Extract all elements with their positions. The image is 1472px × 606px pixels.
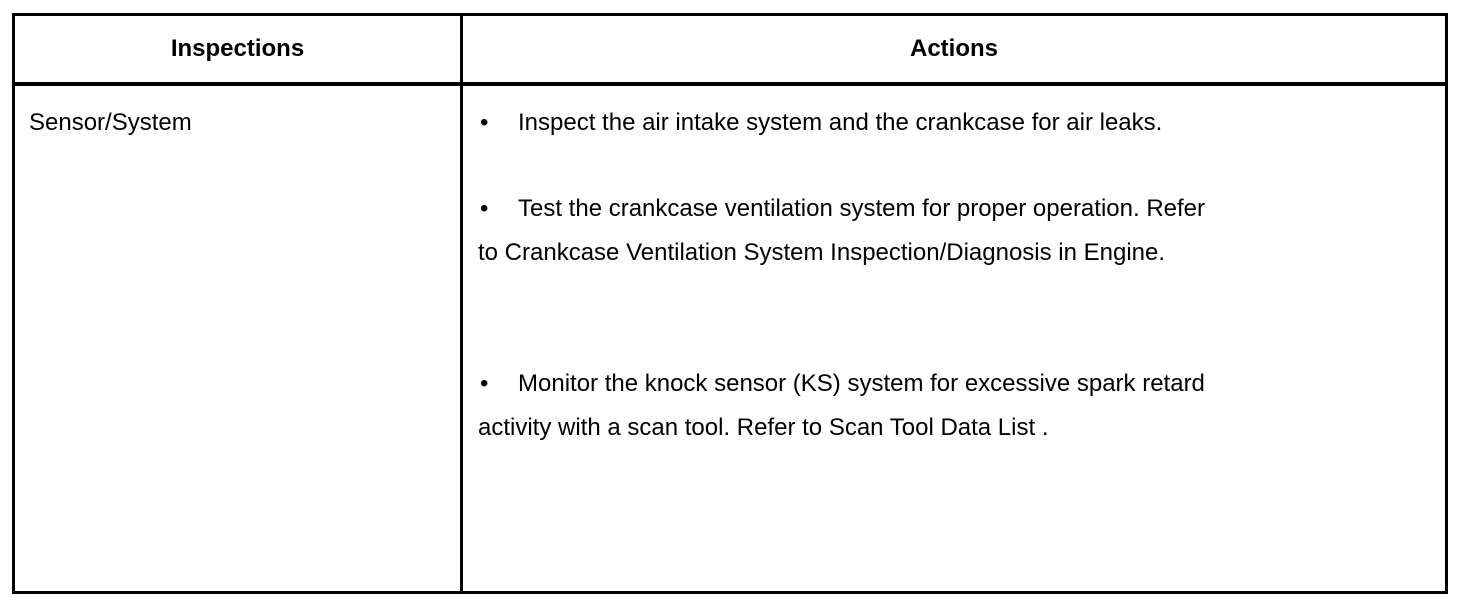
action-item [478,187,1378,275]
header-divider [12,82,1448,86]
bullet-icon: • [480,370,489,397]
bullet-icon: • [480,195,489,222]
action-text: Inspect the air intake system and the crankcase for air leaks. [518,109,1163,136]
action-text-continued: activity with a scan tool. Refer to Scan Tool Data List . [478,414,1049,441]
action-text: Test the crankcase ventilation system for proper operation. Refer [518,195,1205,222]
action-item [478,101,1378,145]
action-text-continued: to Crankcase Ventilation System Inspection/Diagnosis in Engine. [478,239,1166,266]
inspection-cell: Sensor/System [29,109,192,136]
bullet-icon: • [480,109,489,136]
header-actions: Actions [909,35,998,62]
action-item [478,362,1378,450]
column-divider [460,13,463,594]
action-text: Monitor the knock sensor (KS) system for excessive spark retard [518,370,1205,397]
header-inspections: Inspections [170,35,305,62]
